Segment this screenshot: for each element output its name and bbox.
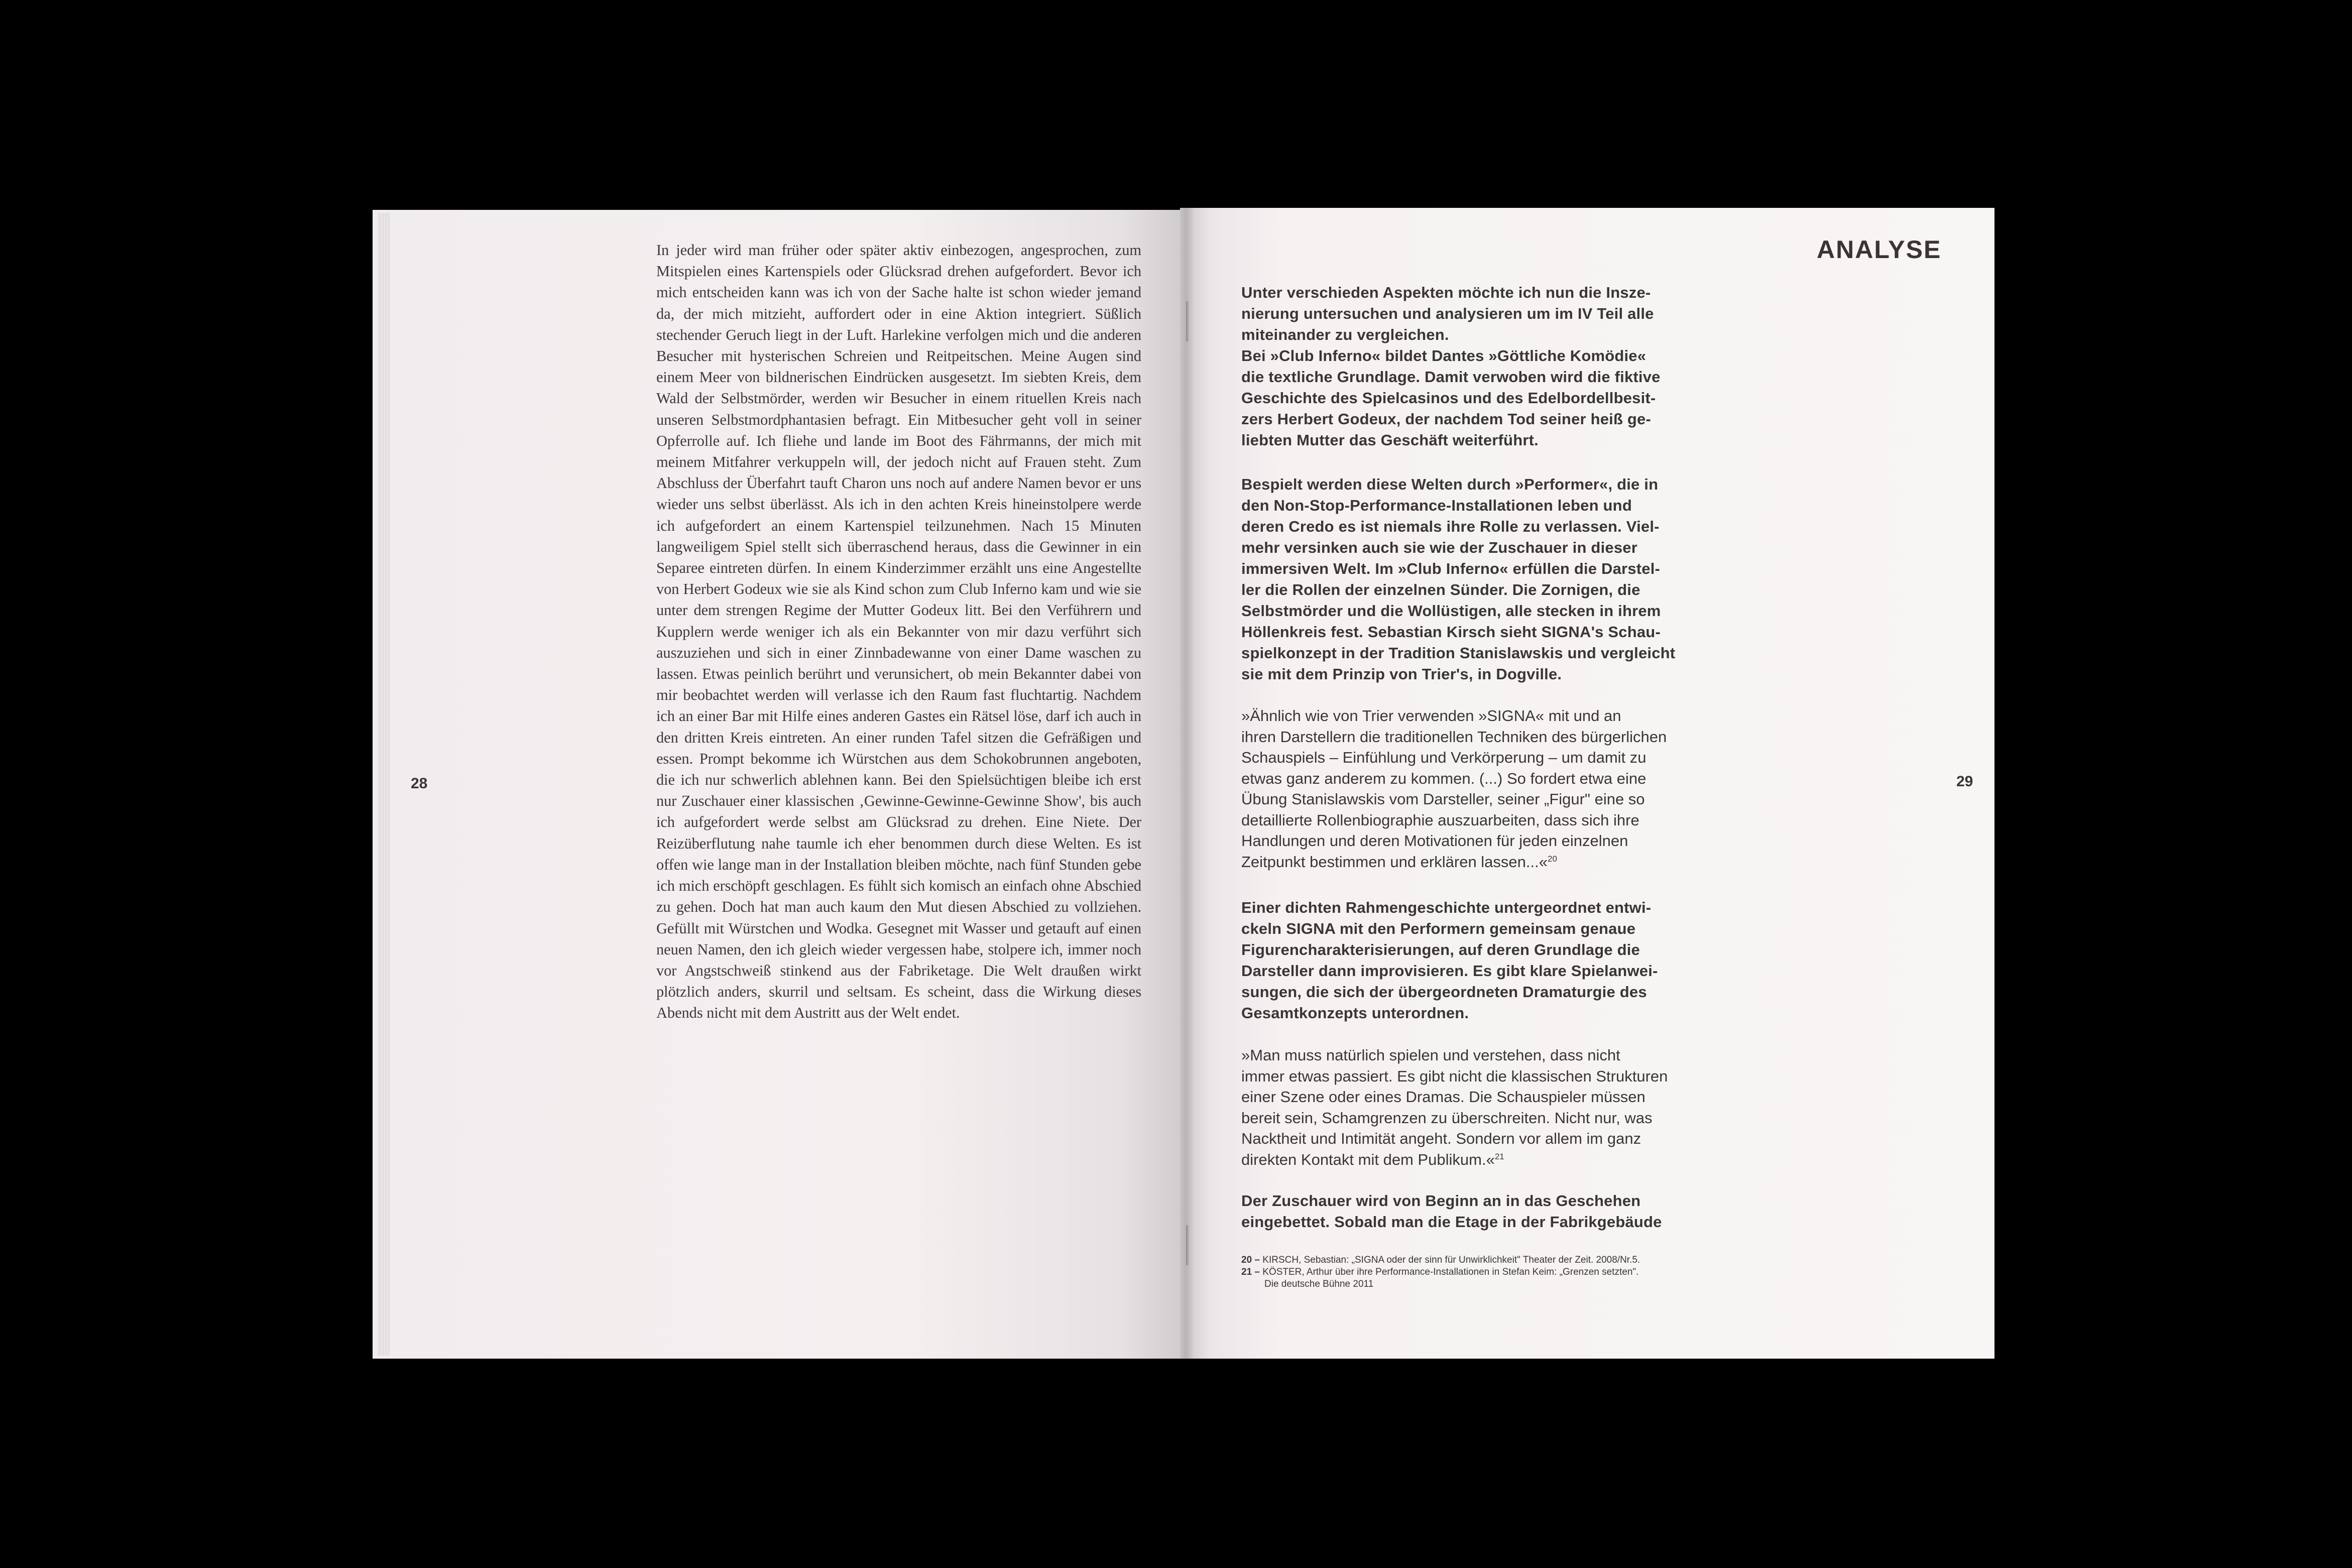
paragraph-performer: Bespielt werden diese Welten durch »Performer«, die in den Non-Stop-Performance-Installationen leben und deren Credo es ist niemals ihre Rolle zu verlassen. Viel- mehr versinken auch sie wie der Zuschauer in dieser immersiven Welt. Im »Club Inferno« erfüllen die Darstel- ler die Rollen der einzelnen Sünder. Die Zornigen, die Selbstmörder und die Wollüstigen, alle stecken in ihrem Höllenkreis fest. Sebastian Kirsch sieht SIGNA's Schau- spielkonzept in der Tradition Stanislawskis und vergleicht sie mit dem Prinzip von Trier's, in Dogville. — [1241, 475, 1676, 683]
page-stack-edge — [378, 213, 390, 1356]
quote-text: »Ähnlich wie von Trier verwenden »SIGNA« mit und an ihren Darstellern die traditionellen Techniken des bürgerlichen Schauspiels – Einfühlung und Verkörperung – um damit zu etwas ganz anderem zu kommen. (...) So fordert etwa eine Übung Stanislawskis vom Darsteller, seiner „Figur" eine so detaillierte Rollenbiographie auszuarbeiten, dass sich ihre Handlungen und deren Motivationen für jeden einzelnen Zeitpunkt bestimmen und erklären lassen...« — [1241, 707, 1667, 871]
section-title: ANALYSE — [1817, 235, 1942, 264]
paragraph-intro: Unter verschieden Aspekten möchte ich nun die Insze- nierung untersuchen und analysieren um im IV Teil alle miteinander zu vergleichen. Bei »Club Inferno« bildet Dantes »Göttliche Komödie« die textliche Grundlage. Damit verwoben wird die fiktive Geschichte des Spielcasinos und des Edelbordellbesit- zers Herbert Godeux, der nachdem Tod seiner heiß ge- liebten Mutter das Geschäft weiterführt. — [1241, 284, 1661, 449]
quote-kirsch — [1241, 705, 1723, 872]
footnote-continuation: Die deutsche Bühne 2011 — [1264, 1279, 1374, 1289]
quote-text: »Man muss natürlich spielen und verstehen, dass nicht immer etwas passiert. Es gibt nicht die klassischen Strukturen einer Szene oder eines Dramas. Die Schauspieler müssen bereit sein, Schamgrenzen zu überschreiten. Nicht nur, was Nacktheit und Intimität angeht. Sondern vor allem im ganz direkten Kontakt mit dem Publikum.« — [1241, 1046, 1668, 1168]
book-gutter — [1180, 208, 1193, 1359]
footnote-number: 20 – — [1241, 1255, 1263, 1265]
staple — [1186, 1225, 1189, 1265]
footnote-text: KÖSTER, Arthur über ihre Performance-Installationen in Stefan Keim: „Grenzen setzten". — [1262, 1267, 1639, 1277]
footnote-ref: 21 — [1494, 1151, 1504, 1161]
footnote-text: KIRSCH, Sebastian: „SIGNA oder der sinn für Unwirklichkeit" Theater der Zeit. 2008/Nr.5. — [1262, 1255, 1640, 1265]
footnote — [1241, 1254, 1723, 1266]
footnotes — [1241, 1254, 1723, 1290]
footnote-ref: 20 — [1547, 854, 1557, 864]
quote-koester — [1241, 1045, 1723, 1170]
page-number-left: 28 — [411, 775, 428, 792]
footnote-number: 21 – — [1241, 1267, 1263, 1277]
paragraph-framework: Einer dichten Rahmengeschichte untergeordnet entwi- ckeln SIGNA mit den Performern gemeinsam genaue Figurencharakterisierungen, auf deren Grundlage die Darsteller dann improvisieren. Es gibt klare Spielanwei- sungen, die sich der übergeordneten Dramaturgie des Gesamtkonzepts unterordnen. — [1241, 899, 1658, 1022]
footnote — [1241, 1266, 1723, 1278]
paragraph-audience: Der Zuschauer wird von Beginn an in das Geschehen eingebettet. Sobald man die Etage in der Fabrikgebäude — [1241, 1192, 1662, 1231]
page-number-right: 29 — [1956, 773, 1973, 790]
left-body-text: In jeder wird man früher oder später aktiv einbezogen, angesprochen, zum Mitspielen eines Kartenspiels oder Glücksrad drehen aufgefordert. Bevor ich mich entscheiden kann was ich von der Sache halte ist schon wieder jemand da, der mich mitzieht, auffordert oder in eine Aktion integriert. Süßlich stechender Geruch liegt in der Luft. Harlekine verfolgen mich und die anderen Besucher mit hysterischen Schreien und Reitpeitschen. Meine Augen sind einem Meer von bildnerischen Eindrücken ausgesetzt. Im siebten Kreis, dem Wald der Selbstmörder, werden wir Besucher in einem rituellen Kreis nach unseren Selbstmordphantasien befragt. Ein Mitbesucher geht voll in seiner Opferrolle auf. Ich fliehe und lande im Boot des Fährmanns, der mich mit meinem Mitfahrer verkuppeln will, der jedoch nicht auf Frauen steht. Zum Abschluss der Überfahrt tauft Charon uns noch auf andere Namen bevor er uns wieder uns selbst überlässt. Als ich in den achten Kreis hineinstolpere werde ich aufgefordert an einem Kartenspiel teilzunehmen. Nach 15 Minuten langweiligem Spiel stellt sich überraschend heraus, dass die Gewinner in ein Separee eintreten dürfen. In einem Kinderzimmer erzählt uns eine Angestellte von Herbert Godeux wie sie als Kind schon zum Club Inferno kam und wie sie unter dem strengen Regime der Mutter Godeux litt. Bei den Verführern und Kupplern werde weniger ich als ein Bekannter von mir dazu verführt sich auszuziehen und sich in einer Zinnbadewanne von einer Dame waschen zu lassen. Etwas peinlich berührt und verunsichert, ob mein Bekannter dabei von mir beobachtet werden will verlasse ich den Raum fast fluchtartig. Nachdem ich an einer Bar mit Hilfe eines anderen Gastes ein Rätsel löse, darf ich auch in den dritten Kreis eintreten. An einer runden Tafel sitzen die Gefräßigen und essen. Prompt bekomme ich Würstchen aus dem Schokobrunnen angeboten, die ich nur schwerlich ablehnen kann. Bei den Spielsüchtigen bleibe ich erst nur Zuschauer einer klassischen ‚Gewinne-Gewinne-Gewinne Show', bis auch ich aufgefordert werde selbst am Glücksrad zu drehen. Eine Niete. Der Reizüberflutung nahe taumle ich eher benommen durch diese Welten. Es ist offen wie lange man in der Installation bleiben möchte, nach fünf Stunden gebe ich mich erschöpft geschlagen. Es fühlt sich komisch an einfach ohne Abschied zu gehen. Doch hat man auch kaum den Mut diesen Abschied zu vollziehen. Gefüllt mit Würstchen und Wodka. Gesegnet mit Wasser und getauft auf einen neuen Namen, den ich gleich wieder vergessen habe, stolpere ich, immer noch vor Angstschweiß stinkend aus der Fabriketage. Die Welt draußen wirkt plötzlich anders, skurril und seltsam. Es scheint, dass die Wirkung dieses Abends nicht mit dem Austritt aus der Welt endet. — [656, 242, 1141, 1022]
staple — [1186, 301, 1189, 341]
